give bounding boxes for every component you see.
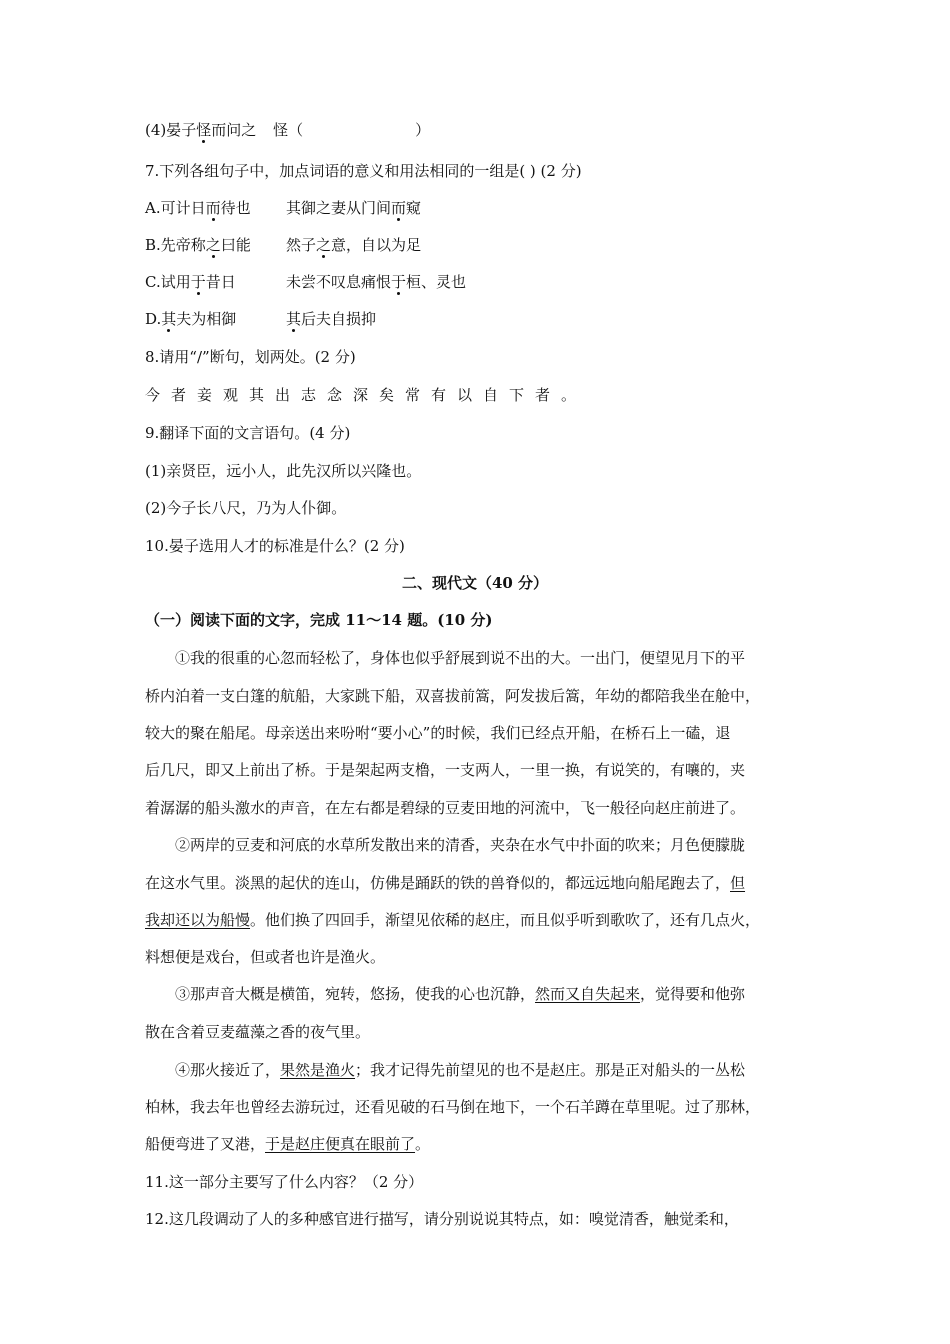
text: 其御之妻从门间 [286,199,392,217]
q6-answer-close: ） [415,121,431,139]
paragraph-line: 桥内泊着一支白篷的航船，大家跳下船，双喜拔前篙，阿发拔后篙，年幼的都陪我坐在舱中， [145,687,761,705]
text: 昔日 [205,273,236,291]
paragraph-line [145,1133,430,1155]
subsection-title: （一）阅读下面的文字，完成 11～14 题。(10 分) [145,611,493,629]
q6-answer-open: 怪（ [273,121,304,139]
paragraph-line: 后几尺，即又上前出了桥。于是架起两支橹，一支两人，一里一换，有说笑的，有嚷的，夹 [145,761,746,779]
text: 窥 [406,199,422,217]
text: A.可计日 [145,199,206,217]
paragraph-line [145,872,745,894]
dotted-word: 而 [391,199,407,217]
paragraph-line: ①我的很重的心忽而轻松了，身体也似乎舒展到说不出的大。一出门，便望见月下的平 [175,649,746,667]
paragraph-line [175,983,745,1005]
underlined-text: 我却还以为船慢 [145,911,251,929]
q7-option-c-left [145,271,236,293]
q7-option-b-left [145,234,251,256]
paragraph-line: 散在含着豆麦蕴藻之香的夜气里。 [145,1023,371,1041]
text: 曰能 [220,236,251,254]
q7-stem: 7.下列各组句子中，加点词语的意义和用法相同的一组是( ) (2 分) [145,162,582,180]
text: 后夫自损抑 [301,310,377,328]
text: 然子 [286,236,317,254]
text: ③那声音大概是横笛，宛转，悠扬，使我的心也沉静， [175,985,536,1003]
text: 未尝不叹息痛恨 [286,273,392,291]
q6-text: 而问之 [211,121,257,139]
section-title: 二、现代文（40 分） [401,574,549,592]
q7-option-b-right [286,234,421,256]
q11-stem: 11.这一部分主要写了什么内容？（2 分） [145,1173,424,1191]
q8-text: 今者妾观其出志念深矣常有以自下者。 [145,386,588,404]
dotted-word: 于 [391,273,407,291]
text: 船便弯进了叉港， [145,1135,266,1153]
q9-stem: 9.翻译下面的文言语句。(4 分) [145,424,351,442]
q9-sentence-1: (1)亲贤臣，远小人，此先汉所以兴隆也。 [145,462,422,480]
dotted-word: 怪 [196,121,212,139]
underlined-text: 然而又自失起来 [535,985,641,1003]
dotted-word: 于 [190,273,206,291]
q6-text: (4)晏子 [145,121,197,139]
q12-stem: 12.这几段调动了人的多种感官进行描写，请分别说说其特点，如：嗅觉清香，触觉柔和， [145,1210,739,1228]
text: 夫为相御 [176,310,237,328]
paragraph-line: 料想便是戏台，但或者也许是渔火。 [145,948,386,966]
q7-option-a-right [286,197,421,219]
text: 待也 [220,199,251,217]
dotted-word: 其 [161,310,177,328]
text: D. [145,310,162,328]
text: 桓、灵也 [406,273,467,291]
dotted-word: 之 [205,236,221,254]
underlined-text: 果然是渔火 [280,1061,356,1079]
text: C.试用 [145,273,191,291]
paragraph-line [175,1059,745,1081]
text: 在这水气里。淡黑的起伏的连山，仿佛是踊跃的铁的兽脊似的，都远远地向船尾跑去了， [145,874,731,892]
q7-option-c-right [286,271,466,293]
text: 。 [415,1135,431,1153]
dotted-word: 其 [286,310,302,328]
q6-item-4 [145,119,430,141]
q7-option-d-left [145,308,236,330]
underlined-text: 于是赵庄便真在眼前了 [265,1135,416,1153]
q8-stem: 8.请用“/”断句，划两处。(2 分) [145,348,356,366]
q7-option-a-left [145,197,251,219]
paragraph-line [145,909,760,931]
text: ④那火接近了， [175,1061,281,1079]
paragraph-line: 较大的聚在船尾。母亲送出来吩咐“要小心”的时候，我们已经点开船，在桥石上一磕，退 [145,724,731,742]
dotted-word: 之 [316,236,332,254]
paragraph-line: 柏林，我去年也曾经去游玩过，还看见破的石马倒在地下，一个石羊蹲在草里呢。过了那林， [145,1098,761,1116]
underlined-text: 但 [730,874,746,892]
text: 意，自以为足 [331,236,422,254]
q10-stem: 10.晏子选用人才的标准是什么？(2 分) [145,537,405,555]
text: ；我才记得先前望见的也不是赵庄。那是正对船头的一丛松 [355,1061,746,1079]
q7-option-d-right [286,308,376,330]
paragraph-line: ②两岸的豆麦和河底的水草所发散出来的清香，夹杂在水气中扑面的吹来；月色便朦胧 [175,836,746,854]
q9-sentence-2: (2)今子长八尺，乃为人仆御。 [145,499,347,517]
dotted-word: 而 [205,199,221,217]
text: 。他们换了四回手，渐望见依稀的赵庄，而且似乎听到歌吹了，还有几点火， [250,911,761,929]
paragraph-line: 着潺潺的船头激水的声音，在左右都是碧绿的豆麦田地的河流中，飞一般径向赵庄前进了。 [145,799,746,817]
text: ，觉得要和他弥 [640,985,746,1003]
text: B.先帝称 [145,236,206,254]
